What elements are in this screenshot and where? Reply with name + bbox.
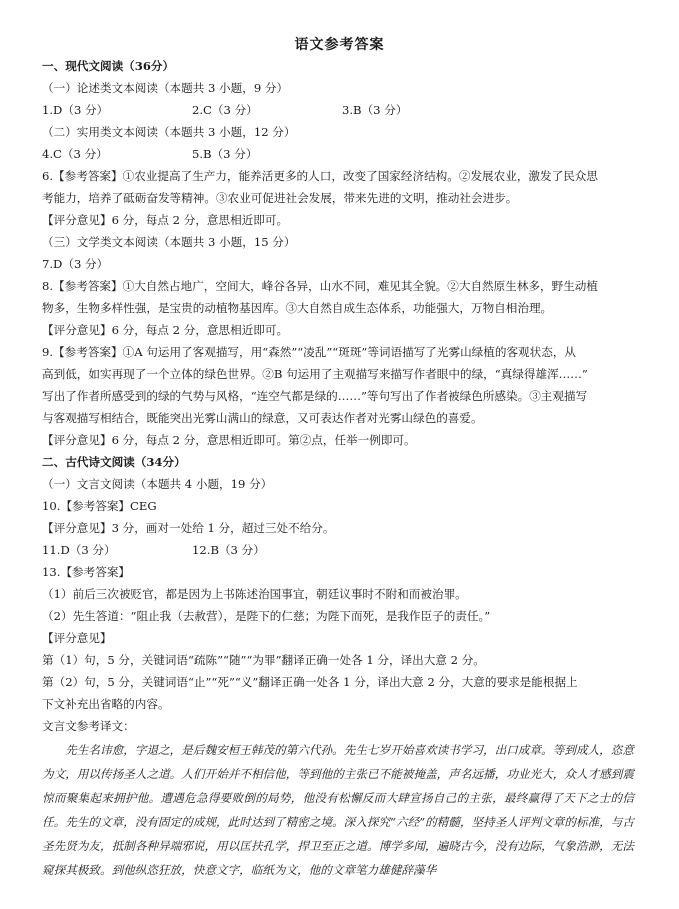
- answer-11: 11.D（3 分）: [42, 543, 116, 557]
- scoring-note: 【评分意见】6 分，每点 2 分，意思相近即可。第②点，任举一例即可。: [42, 433, 416, 447]
- scoring-detail: 下文补充出省略的内容。: [42, 697, 170, 711]
- answer-13: 13.【参考答案】: [42, 565, 131, 579]
- answer-3: 3.B（3 分）: [342, 103, 408, 117]
- scoring-detail: 第（1）句，5 分，关键词语“疏陈”“随”“为罪”翻译正确一处各 1 分，译出大意 2 分。: [42, 653, 485, 667]
- answer-13-item: （2）先生答道：“阻止我（去赦营），是陛下的仁慈；为陛下而死，是我作臣子的责任。”: [42, 609, 491, 623]
- subsection-heading: （三）文学类文本阅读（本题共 3 小题，15 分）: [42, 235, 296, 249]
- scoring-note: 【评分意见】3 分，画对一处给 1 分，超过三处不给分。: [42, 521, 335, 535]
- answer-9-line: 高到低，如实再现了一个立体的绿色世界。②B 句运用了主观描写来描写作者眼中的绿，“真绿得雄浑……”: [42, 367, 588, 381]
- scoring-detail: 第（2）句，5 分，关键词语“止”“死”“义”翻译正确一处各 1 分，译出大意 2 分，大意的要求是能根据上: [42, 675, 578, 689]
- answer-6-line: 6.【参考答案】①农业提高了生产力，能养活更多的人口，改变了国家经济结构。②发展农业，激发了民众思: [42, 169, 598, 183]
- subsection-heading: （二）实用类文本阅读（本题共 3 小题，12 分）: [42, 125, 296, 139]
- answer-row: [42, 542, 265, 558]
- subsection-heading: （一）论述类文本阅读（本题共 3 小题，9 分）: [42, 81, 289, 95]
- answer-9-line: 9.【参考答案】①A 句运用了客观描写，用“森然”“凌乱”“斑斑”等词语描写了光雾山绿植的客观状态，从: [42, 345, 577, 359]
- section-heading-1: 一、现代文阅读（36分）: [42, 59, 175, 73]
- answer-12: 12.B（3 分）: [192, 543, 265, 557]
- answer-6-line: 考能力，培养了砥砺奋发等精神。③农业可促进社会发展，带来先进的文明，推动社会进步。: [42, 191, 518, 205]
- section-heading-2: 二、古代诗文阅读（34分）: [42, 455, 186, 469]
- answer-8-line: 8.【参考答案】①大自然占地广，空间大，峰谷各异，山水不同，难见其全貌。②大自然原生林多，野生动植: [42, 279, 598, 293]
- answer-row: [42, 102, 407, 118]
- answer-10: 10.【参考答案】CEG: [42, 499, 157, 513]
- translation-paragraph: 先生名讳愈，字退之，是后魏安桓王韩茂的第六代孙。先生七岁开始喜欢读书学习，出口成章。等到成人，恣意为文，用以传扬圣人之道。人们开始并不相信他，等到他的主张已不能被掩盖，声名远播，功业光大，众人才感到震惊而聚集起来拥护他。遭遇危急得要败倒的局势，他没有松懈反而大肆宣扬自己的主张，最终赢得了天下之士的信任。先生的文章，没有固定的成规，此时达到了精密之境。深入探究“六经”的精髓，坚持圣人评判文章的标准，与古圣先贤为友，抵制各种异端邪说，用以匡扶孔学，捍卫至正之道。博学多闻，遍晓古今，没有边际，气象浩渺，无法窥探其极致。到他纵恣狂放，快意文字，临纸为文，他的文章笔力雄健辞藻华: [42, 743, 634, 877]
- page-title: 语文参考答案: [294, 37, 385, 53]
- answer-13-item: （1）前后三次被贬官，都是因为上书陈述治国事宜，朝廷议事时不附和而被治罪。: [42, 587, 467, 601]
- answer-8-line: 物多，生物多样性强，是宝贵的动植物基因库。③大自然自成生态体系，功能强大，万物自相治理。: [42, 301, 553, 315]
- answer-7: 7.D（3 分）: [42, 257, 109, 271]
- answer-1: 1.D（3 分）: [42, 103, 109, 117]
- translation-heading: 文言文参考译文：: [42, 719, 135, 733]
- answer-row: [42, 146, 257, 162]
- answer-9-line: 与客观描写相结合，既能突出光雾山满山的绿意，又可表达作者对光雾山绿色的喜爱。: [42, 411, 483, 425]
- answer-5: 5.B（3 分）: [192, 147, 258, 161]
- scoring-note: 【评分意见】6 分，每点 2 分，意思相近即可。: [42, 323, 289, 337]
- answer-9-line: 写出了作者所感受到的绿的气势与风格，“连空气都是绿的……”等句写出了作者被绿色所感染。③主观描写: [42, 389, 588, 403]
- scoring-note: 【评分意见】6 分，每点 2 分，意思相近即可。: [42, 213, 289, 227]
- translation-text: [42, 738, 634, 882]
- scoring-note: 【评分意见】: [42, 631, 112, 645]
- answer-4: 4.C（3 分）: [42, 147, 108, 161]
- answer-2: 2.C（3 分）: [192, 103, 258, 117]
- subsection-heading: （一）文言文阅读（本题共 4 小题，19 分）: [42, 477, 273, 491]
